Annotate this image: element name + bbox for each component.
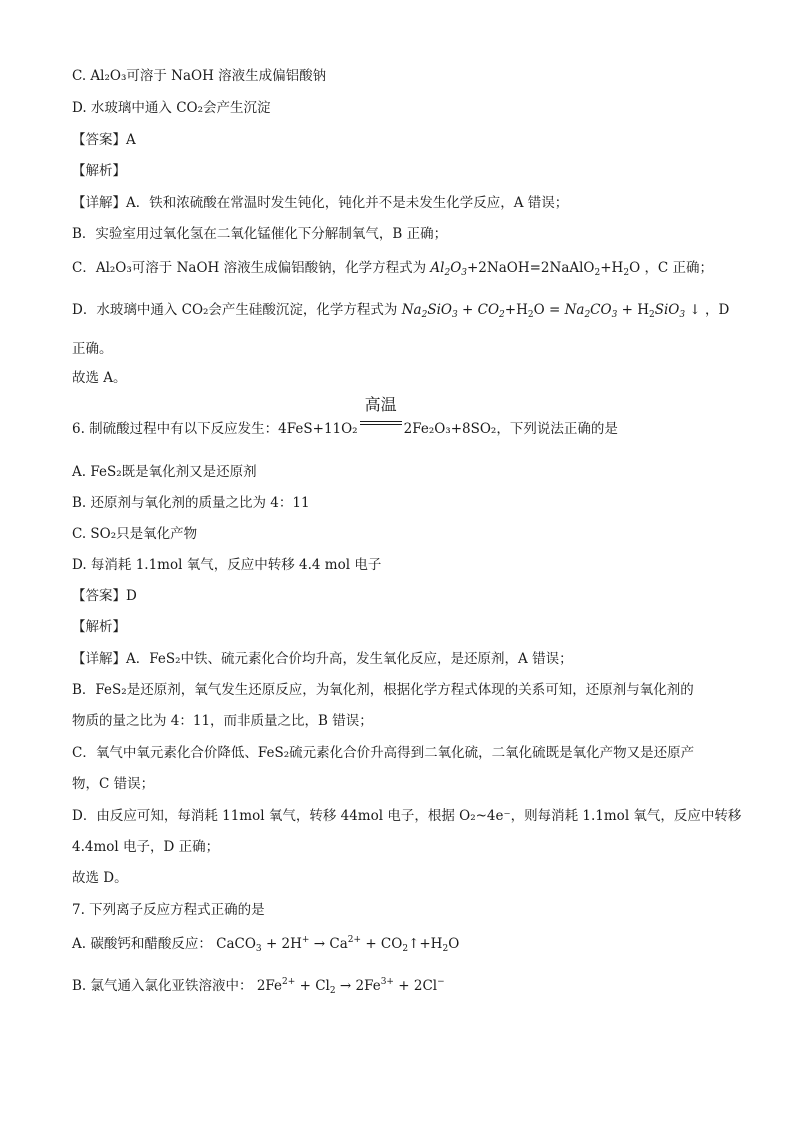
formula-na2sio3-co2: $Na_2SiO_3 + CO_2+H_2O = Na_2CO_3 + H_2SiO_3$ ↓	[401, 302, 701, 320]
q6-option-b: B. 还原剂与氧化剂的质量之比为 4：11	[72, 495, 310, 511]
formula-fe2-cl2: $2Fe^{2+} + Cl_2 \to 2Fe^{3+} + 2Cl^-$	[256, 977, 445, 996]
q6-detail-a: 【详解】A．FeS₂中铁、硫元素化合价均升高，发生氧化反应，是还原剂，A 错误；	[72, 651, 573, 667]
q6-option-a: A. FeS₂既是氧化剂又是还原剂	[72, 464, 257, 480]
q6-detail-b1: B．FeS₂是还原剂，氧气发生还原反应，为氧化剂，根据化学方程式体现的关系可知，还原剂与氧化剂的	[72, 682, 694, 698]
formula-caco3-h: CaCO$_3$ + $2H^+ \to Ca^{2+}$ + $CO_2↑+H_2O$	[216, 935, 460, 954]
q7-option-b: B. 氯气通入氯化亚铁溶液中： $2Fe^{2+} + Cl_2 \to 2Fe^{3+} + 2Cl^-$	[72, 977, 445, 996]
q6-detail-d1: D．由反应可知，每消耗 11mol 氧气，转移 44mol 电子，根据 O₂~4e⁻，则每消耗 1.1mol 氧气，反应中转移	[72, 808, 742, 824]
q7-option-a: A. 碳酸钙和醋酸反应： CaCO$_3$ + $2H^+ \to Ca^{2+}$ + $CO_2↑+H_2O$	[72, 935, 460, 954]
reaction-condition: 高温	[360, 415, 402, 435]
q6-answer: 【答案】D	[72, 588, 137, 604]
q6-option-d: D. 每消耗 1.1mol 氧气，反应中转移 4.4 mol 电子	[72, 557, 382, 573]
q5-option-d: D. 水玻璃中通入 CO₂会产生沉淀	[72, 100, 271, 116]
q6-detail-c1: C．氧气中氧元素化合价降低、FeS₂硫元素化合价升高得到二氧化硫，二氧化硫既是氧化产物又是还原产	[72, 745, 695, 761]
q6-option-c: C. SO₂只是氧化产物	[72, 526, 198, 542]
q6-detail-c2: 物，C 错误；	[72, 776, 155, 792]
q5-detail-d-cont: 正确。	[72, 341, 113, 357]
q6-final: 故选 D。	[72, 870, 128, 886]
formula-al2o3-naoh: $Al_2O_3$	[430, 260, 467, 278]
q5-answer: 【答案】A	[72, 132, 136, 148]
q6-analysis-heading: 【解析】	[72, 619, 126, 635]
q7-stem: 7. 下列离子反应方程式正确的是	[72, 902, 265, 918]
q6-detail-b2: 物质的量之比为 4：11，而非质量之比，B 错误；	[72, 713, 373, 729]
q6-detail-d2: 4.4mol 电子，D 正确；	[72, 839, 220, 855]
q5-detail-b: B．实验室用过氧化氢在二氧化锰催化下分解制氧气，B 正确；	[72, 226, 448, 242]
q6-stem: 6. 制硫酸过程中有以下反应发生：4FeS+11O₂ 高温 2Fe₂O₃+8SO₂，下列说法正确的是	[72, 395, 618, 437]
q5-final: 故选 A。	[72, 370, 127, 386]
q5-analysis-heading: 【解析】	[72, 163, 126, 179]
q5-option-c: C. Al₂O₃可溶于 NaOH 溶液生成偏铝酸钠	[72, 68, 327, 84]
q5-detail-a: 【详解】A．铁和浓硫酸在常温时发生钝化，钝化并不是未发生化学反应，A 错误；	[72, 195, 569, 211]
q5-detail-c: C．Al₂O₃可溶于 NaOH 溶液生成偏铝酸钠，化学方程式为 $Al_2O_3+2NaOH=2NaAlO_2+H_2O$ ，C 正确；	[72, 260, 714, 278]
q5-detail-d: D．水玻璃中通入 CO₂会产生硅酸沉淀，化学方程式为 $Na_2SiO_3 + CO_2+H_2O = Na_2CO_3 + H_2SiO_3$ ↓ ，D	[72, 302, 730, 320]
